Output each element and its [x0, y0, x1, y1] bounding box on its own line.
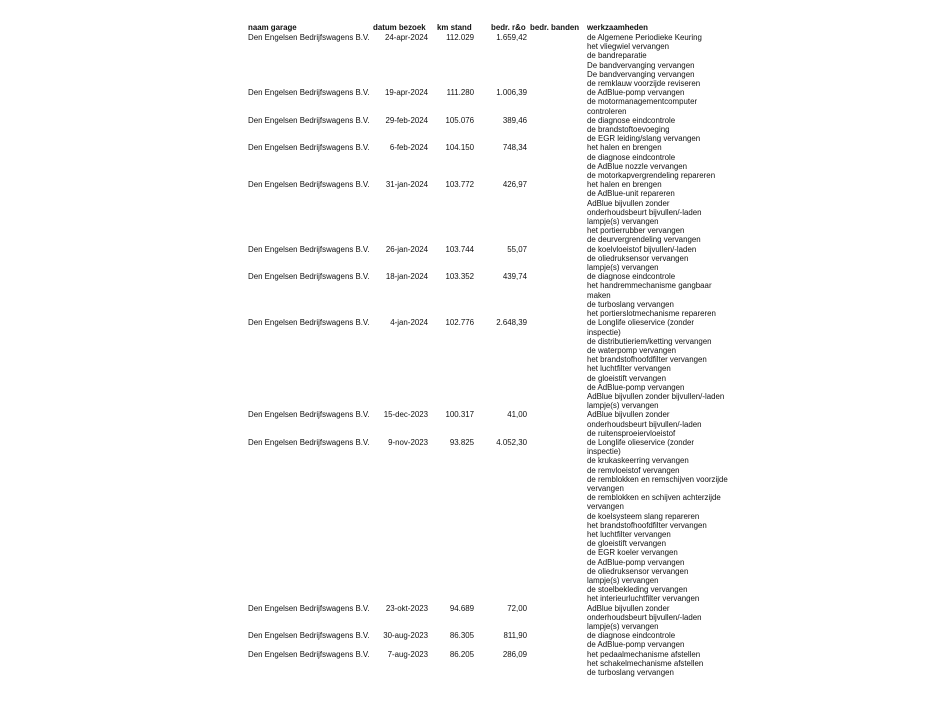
work-item-line: onderhoudsbeurt bijvullen/-laden [587, 419, 702, 429]
cell-visit-date: 18-jan-2024 [385, 272, 428, 282]
work-item-line: het brandstofhoofdfilter vervangen [587, 355, 707, 365]
work-item-line: de brandstoftoevoeging [587, 125, 670, 135]
header-work-items: werkzaamheden [587, 23, 648, 32]
work-item-line: de koelvloeistof bijvullen/-laden [587, 244, 697, 254]
work-item-line: het portierrubber vervangen [587, 226, 685, 236]
work-item-line: de turboslang vervangen [587, 668, 674, 678]
work-item-line: de EGR koeler vervangen [587, 548, 678, 558]
work-item-line: de deurvergrendeling vervangen [587, 235, 701, 245]
cell-garage-name: Den Engelsen Bedrijfswagens B.V. [248, 143, 370, 153]
work-item-line: vervangen [587, 502, 624, 512]
cell-mileage: 100.317 [445, 410, 474, 420]
cell-mileage: 112.029 [446, 33, 474, 42]
work-item-line: lampje(s) vervangen [587, 263, 659, 273]
work-item-line: de remklauw voorzijde reviseren [587, 79, 701, 89]
work-item-line: inspectie) [587, 327, 621, 337]
cell-visit-date: 26-jan-2024 [385, 244, 428, 254]
cell-repair-cost: 55,07 [507, 244, 527, 254]
cell-work-items [587, 410, 729, 438]
work-item-line: het luchtfilter vervangen [587, 529, 671, 539]
cell-garage-name: Den Engelsen Bedrijfswagens B.V. [248, 437, 370, 447]
cell-visit-date: 30-aug-2023 [383, 631, 428, 641]
cell-work-items [587, 88, 729, 116]
work-item-line: lampje(s) vervangen [587, 575, 659, 585]
cell-mileage: 102.776 [445, 318, 474, 328]
work-item-line: AdBlue bijvullen zonder bijvullen/-laden [587, 391, 725, 401]
work-item-line: het halen en brengen [587, 180, 662, 190]
cell-garage-name: Den Engelsen Bedrijfswagens B.V. [248, 603, 370, 613]
work-item-line: het portierslotmechanisme repareren [587, 309, 716, 319]
cell-garage-name: Den Engelsen Bedrijfswagens B.V. [248, 631, 370, 641]
work-item-line: de bandreparatie [587, 51, 647, 61]
work-item-line: de Longlife olieservice (zonder [587, 437, 695, 447]
cell-garage-name: Den Engelsen Bedrijfswagens B.V. [248, 272, 370, 282]
header-mileage: km stand [437, 23, 472, 32]
table-row [0, 272, 952, 318]
work-item-line: de AdBlue-unit repareren [587, 189, 675, 199]
work-item-line: de remvloeistof vervangen [587, 465, 680, 475]
work-item-line: de stoelbekleding vervangen [587, 585, 688, 595]
cell-repair-cost: 1.659,42 [496, 33, 527, 42]
cell-repair-cost: 426,97 [502, 180, 527, 190]
cell-work-items [587, 631, 729, 649]
cell-visit-date: 24-apr-2024 [385, 33, 428, 42]
cell-mileage: 94.689 [449, 603, 474, 613]
work-item-line: controleren [587, 106, 627, 116]
cell-work-items [587, 318, 729, 410]
work-item-line: de AdBlue-pomp vervangen [587, 382, 685, 392]
cell-repair-cost: 286,09 [502, 649, 527, 659]
work-item-line: het vliegwiel vervangen [587, 42, 670, 52]
work-item-line: het halen en brengen [587, 143, 662, 153]
table-row [0, 318, 952, 410]
header-garage-name: naam garage [248, 23, 297, 32]
cell-work-items [587, 272, 729, 318]
table-row [0, 410, 952, 438]
work-item-line: het brandstofhoofdfilter vervangen [587, 520, 707, 530]
cell-visit-date: 19-apr-2024 [385, 88, 428, 98]
table-row [0, 245, 952, 273]
work-item-line: maken [587, 290, 611, 300]
cell-mileage: 105.076 [445, 115, 474, 125]
work-item-line: de krukaskeerring vervangen [587, 456, 689, 466]
work-item-line: de koelsysteem slang repareren [587, 511, 700, 521]
work-item-line: lampje(s) vervangen [587, 622, 659, 631]
cell-repair-cost: 2.648,39 [496, 318, 527, 328]
work-item-line: inspectie) [587, 447, 621, 457]
cell-mileage: 103.352 [445, 272, 474, 282]
table-body [0, 33, 952, 677]
cell-work-items [587, 604, 729, 632]
work-item-line: de oliedruksensor vervangen [587, 253, 689, 263]
cell-work-items [587, 180, 729, 244]
cell-mileage: 86.205 [449, 649, 474, 659]
work-item-line: de AdBlue-pomp vervangen [587, 88, 685, 98]
work-item-line: de gloeistift vervangen [587, 539, 666, 549]
table-row [0, 88, 952, 116]
cell-repair-cost: 4.052,30 [496, 437, 527, 447]
cell-visit-date: 31-jan-2024 [385, 180, 428, 190]
cell-garage-name: Den Engelsen Bedrijfswagens B.V. [248, 318, 370, 328]
table-row [0, 650, 952, 678]
cell-garage-name: Den Engelsen Bedrijfswagens B.V. [248, 244, 370, 254]
work-item-line: de ruitensproeiervloeistof [587, 428, 676, 438]
cell-mileage: 104.150 [445, 143, 474, 153]
cell-garage-name: Den Engelsen Bedrijfswagens B.V. [248, 88, 370, 98]
cell-repair-cost: 389,46 [502, 115, 527, 125]
cell-repair-cost: 72,00 [507, 603, 527, 613]
work-item-line: de distributieriem/ketting vervangen [587, 336, 712, 346]
cell-mileage: 103.744 [445, 244, 474, 254]
cell-visit-date: 23-okt-2023 [385, 603, 428, 613]
cell-repair-cost: 748,34 [502, 143, 527, 153]
header-repair-cost: bedr. r&o [491, 23, 526, 32]
work-item-line: onderhoudsbeurt bijvullen/-laden [587, 207, 702, 217]
table-row [0, 116, 952, 144]
work-item-line: het schakelmechanisme afstellen [587, 658, 704, 668]
work-item-line: de diagnose eindcontrole [587, 631, 676, 641]
cell-repair-cost: 811,90 [503, 631, 527, 641]
cell-mileage: 103.772 [445, 180, 474, 190]
work-item-line: de Longlife olieservice (zonder [587, 318, 695, 328]
work-item-line: de gloeistift vervangen [587, 373, 666, 383]
work-item-line: de diagnose eindcontrole [587, 272, 676, 282]
work-item-line: de AdBlue-pomp vervangen [587, 557, 685, 567]
work-item-line: de Algemene Periodieke Keuring [587, 33, 702, 42]
table-row [0, 604, 952, 632]
cell-visit-date: 7-aug-2023 [387, 649, 428, 659]
work-item-line: de motormanagementcomputer [587, 97, 698, 107]
work-item-line: AdBlue bijvullen zonder [587, 198, 670, 208]
cell-repair-cost: 1.006,39 [496, 88, 527, 98]
cell-repair-cost: 439,74 [502, 272, 527, 282]
work-item-line: De bandvervanging vervangen [587, 69, 695, 79]
work-item-line: de oliedruksensor vervangen [587, 566, 689, 576]
work-item-line: lampje(s) vervangen [587, 217, 659, 227]
work-item-line: het handremmechanisme gangbaar [587, 281, 712, 291]
cell-repair-cost: 41,00 [507, 410, 527, 420]
cell-work-items [587, 116, 729, 144]
work-item-line: vervangen [587, 483, 624, 493]
work-item-line: lampje(s) vervangen [587, 401, 659, 411]
table-row [0, 33, 952, 88]
work-item-line: de turboslang vervangen [587, 299, 674, 309]
cell-work-items [587, 650, 729, 678]
cell-work-items [587, 33, 729, 88]
table-row [0, 143, 952, 180]
table-row [0, 438, 952, 604]
cell-garage-name: Den Engelsen Bedrijfswagens B.V. [248, 410, 370, 420]
work-item-line: de remblokken en remschijven voorzijde [587, 474, 728, 484]
work-item-line: de motorkapvergrendeling repareren [587, 171, 716, 181]
table-row [0, 180, 952, 244]
cell-mileage: 111.280 [446, 88, 474, 98]
cell-garage-name: Den Engelsen Bedrijfswagens B.V. [248, 33, 370, 42]
work-item-line: de diagnose eindcontrole [587, 152, 676, 162]
work-item-line: de EGR leiding/slang vervangen [587, 134, 701, 144]
cell-garage-name: Den Engelsen Bedrijfswagens B.V. [248, 649, 370, 659]
cell-visit-date: 9-nov-2023 [388, 437, 428, 447]
cell-visit-date: 15-dec-2023 [383, 410, 428, 420]
header-tire-cost: bedr. banden [530, 23, 580, 32]
work-item-line: de diagnose eindcontrole [587, 115, 676, 125]
work-item-line: AdBlue bijvullen zonder [587, 603, 670, 613]
cell-visit-date: 4-jan-2024 [390, 318, 428, 328]
work-item-line: De bandvervanging vervangen [587, 60, 695, 70]
cell-visit-date: 29-feb-2024 [385, 115, 428, 125]
cell-mileage: 86.305 [449, 631, 474, 641]
work-item-line: de AdBlue-pomp vervangen [587, 640, 685, 650]
cell-visit-date: 6-feb-2024 [389, 143, 428, 153]
work-item-line: het interieurluchtfilter vervangen [587, 594, 700, 604]
header-visit-date: datum bezoek [373, 23, 426, 32]
cell-work-items [587, 143, 729, 180]
work-item-line: de waterpomp vervangen [587, 345, 677, 355]
work-item-line: het pedaalmechanisme afstellen [587, 649, 701, 659]
cell-garage-name: Den Engelsen Bedrijfswagens B.V. [248, 180, 370, 190]
cell-work-items [587, 438, 729, 604]
table-row [0, 631, 952, 649]
cell-work-items [587, 245, 729, 273]
work-item-line: onderhoudsbeurt bijvullen/-laden [587, 612, 702, 622]
work-item-line: AdBlue bijvullen zonder [587, 410, 670, 420]
work-item-line: de remblokken en schijven achterzijde [587, 493, 721, 503]
cell-mileage: 93.825 [449, 437, 474, 447]
work-item-line: de AdBlue nozzle vervangen [587, 161, 688, 171]
cell-garage-name: Den Engelsen Bedrijfswagens B.V. [248, 115, 370, 125]
work-item-line: het luchtfilter vervangen [587, 364, 671, 374]
